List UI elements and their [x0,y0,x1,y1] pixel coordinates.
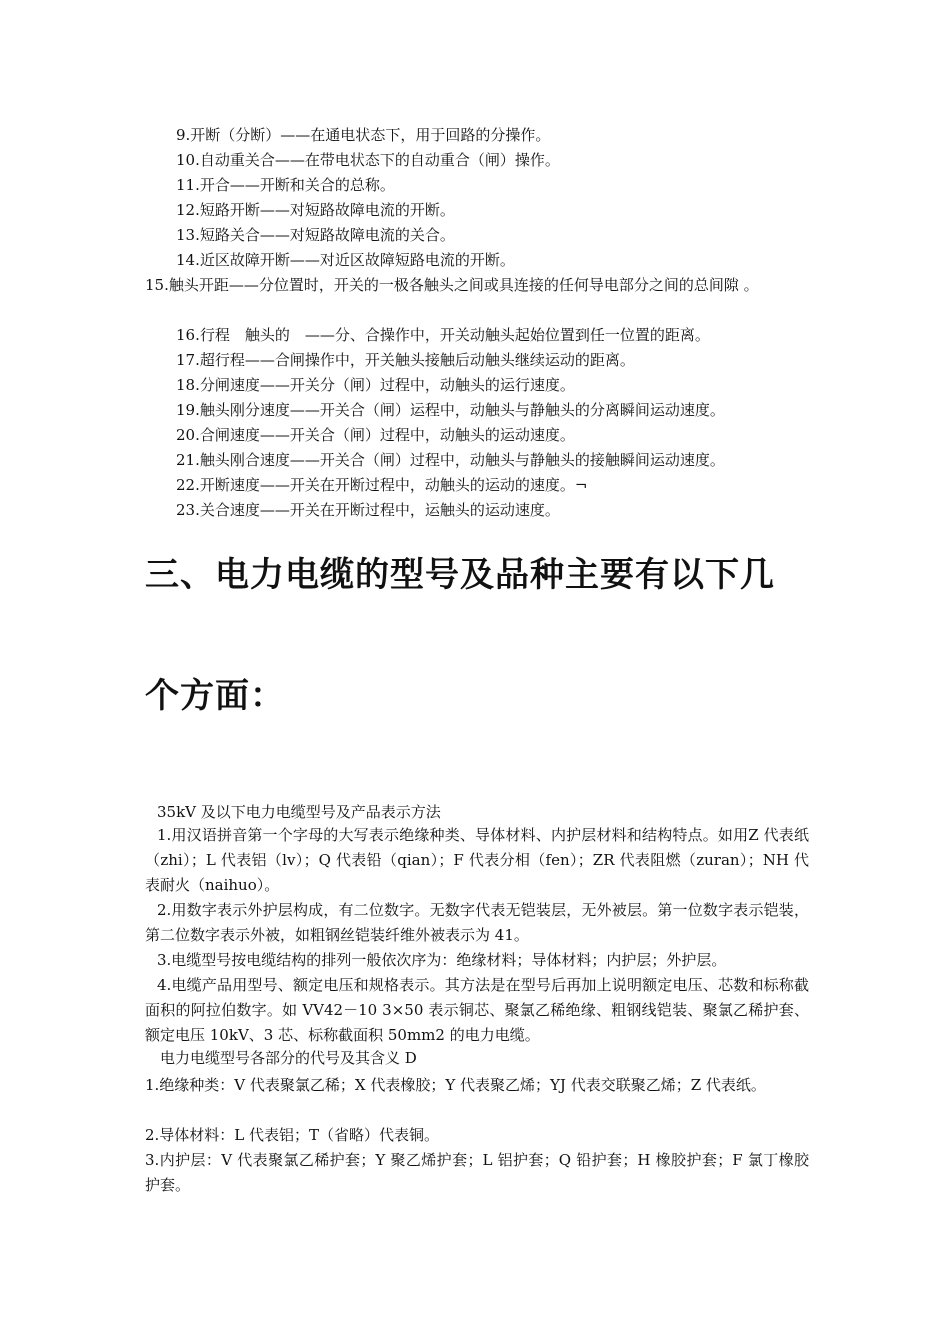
term-item-19: 19.触头刚分速度——开关合（闸）运程中，动触头与静触头的分离瞬间运动速度。 [176,401,725,419]
section-heading-line1: 三、电力电缆的型号及品种主要有以下几 [145,555,775,595]
term-item-11: 11.开合——开断和关合的总称。 [176,176,395,194]
term-item-9: 9.开断（分断）——在通电状态下，用于回路的分操作。 [176,126,551,144]
term-item-22: 22.开断速度——开关在开断过程中，动触头的运动的速度。¬ [176,476,588,494]
term-item-18: 18.分闸速度——开关分（闸）过程中，动触头的运行速度。 [176,376,575,394]
cable-subtitle: 35kV 及以下电力电缆型号及产品表示方法 [157,803,441,821]
cable-code-subtitle: 电力电缆型号各部分的代号及其含义 D [160,1049,417,1067]
term-item-23: 23.关合速度——开关在开断过程中，运触头的运动速度。 [176,501,560,519]
term-item-13: 13.短路关合——对短路故障电流的关合。 [176,226,455,244]
term-item-10: 10.自动重关合——在带电状态下的自动重合（闸）操作。 [176,151,560,169]
term-item-20: 20.合闸速度——开关合（闸）过程中，动触头的运动速度。 [176,426,575,444]
cable-paragraph-2: 2.用数字表示外护层构成，有二位数字。无数字代表无铠装层，无外被层。第一位数字表示铠装，第二位数字表示外被，如粗钢丝铠装纤维外被表示为 41。 [145,901,809,944]
term-item-21: 21.触头刚合速度——开关合（闸）过程中，动触头与静触头的接触瞬间运动速度。 [176,451,725,469]
term-item-16: 16.行程 触头的 ——分、合操作中，开关动触头起始位置到任一位置的距离。 [176,326,710,344]
term-item-14: 14.近区故障开断——对近区故障短路电流的开断。 [176,251,515,269]
term-item-12: 12.短路开断——对短路故障电流的开断。 [176,201,455,219]
cable-paragraph-4: 4.电缆产品用型号、额定电压和规格表示。其方法是在型号后再加上说明额定电压、芯数和标称截面积的阿拉伯数字。如 VV42－10 3×50 表示铜芯、聚氯乙稀绝缘、粗钢线铠装、聚氯乙稀护套、额定电压 10kV、3 芯、标称截面积 50mm2 的电力电缆。 [145,976,809,1044]
section-heading-line2: 个方面： [145,676,285,716]
code-insulation: 1.绝缘种类：V 代表聚氯乙稀；X 代表橡胶；Y 代表聚乙烯；YJ 代表交联聚乙烯；Z 代表纸。 [145,1076,766,1094]
cable-paragraph-1: 1.用汉语拼音第一个字母的大写表示绝缘种类、导体材料、内护层材料和结构特点。如用Z 代表纸（zhi）；L 代表铝（lv）；Q 代表铅（qian）；F 代表分相（fen）；ZR 代表阻燃（zuran）；NH 代表耐火（naihuo）。 [145,826,809,894]
term-item-15: 15.触头开距——分位置时，开关的一极各触头之间或具连接的任何导电部分之间的总间隙 。 [145,276,759,294]
code-conductor: 2.导体材料：L 代表铝；T（省略）代表铜。 [145,1126,440,1144]
term-item-17: 17.超行程——合闸操作中，开关触头接触后动触头继续运动的距离。 [176,351,635,369]
code-inner-sheath: 3.内护层：V 代表聚氯乙稀护套；Y 聚乙烯护套；L 铝护套；Q 铅护套；H 橡胶护套；F 氯丁橡胶护套。 [145,1151,809,1194]
cable-paragraph-3: 3.电缆型号按电缆结构的排列一般依次序为：绝缘材料；导体材料；内护层；外护层。 [157,951,727,969]
